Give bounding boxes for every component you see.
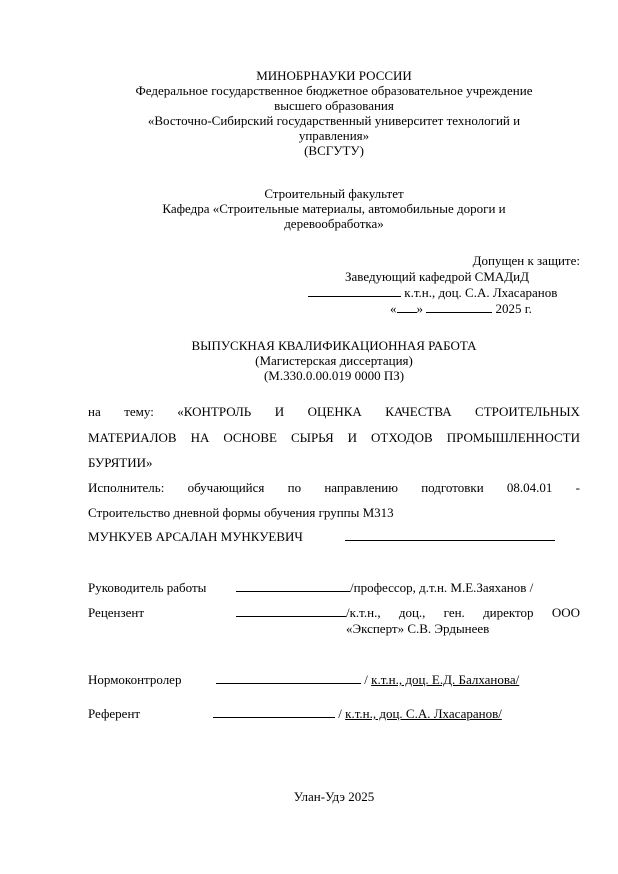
title-block	[88, 338, 580, 383]
reviewer-value-line-1	[346, 605, 580, 620]
document-code: (М.330.0.00.019 0000 ПЗ)	[263, 368, 405, 383]
university-line-2: управления»	[298, 128, 370, 143]
head-of-chair-name: к.т.н., доц. С.А. Лхасаранов	[404, 285, 558, 300]
supervisor-value: /профессор, д.т.н. М.Е.Заяханов /	[350, 580, 534, 595]
header-block	[88, 68, 580, 158]
executor-word: -	[575, 480, 580, 495]
topic-word: СТРОИТЕЛЬНЫХ	[475, 404, 580, 419]
topic-word: на	[88, 404, 101, 419]
department-block	[88, 186, 580, 231]
reviewer-word: доц.,	[398, 605, 426, 620]
institution-line-2: высшего образования	[274, 98, 394, 113]
university-abbreviation: (ВСГУТУ)	[304, 143, 364, 158]
date-year: 2025 г.	[495, 301, 532, 316]
topic-word: «КОНТРОЛЬ	[177, 404, 252, 419]
referent-label: Референт	[88, 706, 141, 721]
topic-word: тему:	[124, 404, 154, 419]
reviewer-label: Рецензент	[88, 605, 145, 620]
signature-blank	[216, 672, 361, 684]
executor-signature-line	[345, 529, 555, 544]
topic-line-1	[88, 404, 580, 419]
referent-separator: /	[338, 706, 342, 721]
chair-line-1: Кафедра «Строительные материалы, автомобильные дороги и	[162, 201, 506, 216]
executor-word: обучающийся	[187, 480, 265, 495]
work-subtitle: (Магистерская диссертация)	[255, 353, 413, 368]
referent-value: к.т.н., доц. С.А. Лхасаранов/	[345, 706, 502, 721]
month-blank	[426, 301, 492, 313]
date-open-quote: «	[390, 301, 397, 316]
signature-blank	[213, 706, 335, 718]
reviewer-word: ООО	[551, 605, 580, 620]
day-blank	[397, 301, 417, 313]
topic-line-3: БУРЯТИИ»	[88, 455, 153, 470]
faculty-name: Строительный факультет	[264, 186, 404, 201]
topic-word: ОЦЕНКА	[307, 404, 362, 419]
reviewer-word: директор	[483, 605, 534, 620]
executor-word: Исполнитель:	[88, 480, 165, 495]
referent-signature-line	[213, 706, 502, 721]
normcontroller-label: Нормоконтролер	[88, 672, 182, 687]
admitted-label: Допущен к защите:	[472, 253, 580, 268]
executor-line-1	[88, 480, 580, 495]
supervisor-label: Руководитель работы	[88, 580, 207, 595]
ministry-name: МИНОБРНАУКИ РОССИИ	[256, 68, 412, 83]
head-of-chair-signature-line	[308, 285, 557, 300]
university-line-1: «Восточно-Сибирский государственный университет технологий и	[147, 113, 521, 128]
institution-line-1: Федеральное государственное бюджетное образовательное учреждение	[135, 83, 533, 98]
executor-word: 08.04.01	[506, 480, 553, 495]
reviewer-word: /к.т.н.,	[346, 605, 381, 620]
normcontroller-separator: /	[364, 672, 368, 687]
reviewer-word: ген.	[443, 605, 465, 620]
work-type: ВЫПУСКНАЯ КВАЛИФИКАЦИОННАЯ РАБОТА	[191, 338, 477, 353]
footer-block	[88, 789, 580, 804]
signature-blank	[345, 529, 555, 541]
executor-line-2: Строительство дневной формы обучения группы М313	[88, 505, 394, 520]
executor-word: по	[287, 480, 302, 495]
signature-blank	[308, 285, 401, 297]
signature-blank	[236, 605, 346, 617]
normcontroller-signature-line	[216, 672, 519, 687]
executor-word: подготовки	[421, 480, 484, 495]
date-close-quote: »	[416, 301, 423, 316]
approval-date-line	[390, 301, 532, 316]
normcontroller-value: к.т.н., доц. Е.Д. Балханова/	[371, 672, 520, 687]
city-year: Улан-Удэ 2025	[293, 789, 375, 804]
executor-word: направлению	[324, 480, 398, 495]
reviewer-value-line-2: «Эксперт» С.В. Эрдынеев	[346, 621, 490, 636]
chair-line-2: деревообработка»	[284, 216, 384, 231]
supervisor-signature-line	[236, 580, 533, 595]
head-of-chair-title: Заведующий кафедрой СМАДиД	[345, 269, 529, 284]
topic-word: КАЧЕСТВА	[385, 404, 452, 419]
reviewer-signature-blank-wrap	[236, 605, 346, 620]
topic-word: И	[274, 404, 285, 419]
executor-name: МУНКУЕВ АРСАЛАН МУНКУЕВИЧ	[88, 529, 303, 544]
signature-blank	[236, 580, 350, 592]
topic-line-2: МАТЕРИАЛОВ НА ОСНОВЕ СЫРЬЯ И ОТХОДОВ ПРОМЫШЛЕННОСТИ	[88, 430, 580, 445]
